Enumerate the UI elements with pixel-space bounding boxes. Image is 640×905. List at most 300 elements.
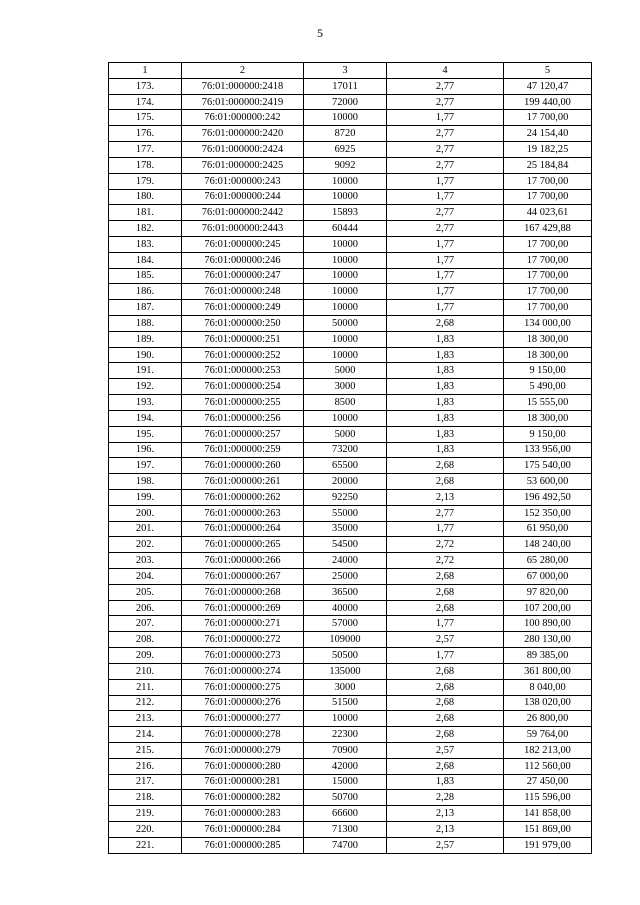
area-cell: 10000 [304, 410, 387, 426]
area-cell: 17011 [304, 78, 387, 94]
amount-cell: 133 956,00 [504, 442, 592, 458]
cadastral-number-cell: 76:01:000000:255 [182, 395, 304, 411]
rate-cell: 2,77 [387, 505, 504, 521]
area-cell: 50500 [304, 648, 387, 664]
table-row [109, 837, 592, 853]
row-number-cell: 198. [109, 474, 182, 490]
row-number-cell: 218. [109, 790, 182, 806]
amount-cell: 134 000,00 [504, 316, 592, 332]
amount-cell: 18 300,00 [504, 410, 592, 426]
amount-cell: 141 858,00 [504, 806, 592, 822]
area-cell: 50700 [304, 790, 387, 806]
table-row [109, 189, 592, 205]
amount-cell: 26 800,00 [504, 711, 592, 727]
rate-cell: 2,68 [387, 569, 504, 585]
row-number-cell: 209. [109, 648, 182, 664]
area-cell: 6925 [304, 142, 387, 158]
cadastral-number-cell: 76:01:000000:2419 [182, 94, 304, 110]
rate-cell: 2,72 [387, 553, 504, 569]
area-cell: 10000 [304, 110, 387, 126]
area-cell: 20000 [304, 474, 387, 490]
row-number-cell: 199. [109, 489, 182, 505]
cadastral-number-cell: 76:01:000000:274 [182, 663, 304, 679]
rate-cell: 1,77 [387, 268, 504, 284]
cadastral-number-cell: 76:01:000000:265 [182, 537, 304, 553]
table-row [109, 584, 592, 600]
area-cell: 35000 [304, 521, 387, 537]
area-cell: 73200 [304, 442, 387, 458]
amount-cell: 107 200,00 [504, 600, 592, 616]
area-cell: 54500 [304, 537, 387, 553]
amount-cell: 17 700,00 [504, 300, 592, 316]
row-number-cell: 174. [109, 94, 182, 110]
amount-cell: 18 300,00 [504, 331, 592, 347]
amount-cell: 196 492,50 [504, 489, 592, 505]
table-row [109, 363, 592, 379]
amount-cell: 19 182,25 [504, 142, 592, 158]
rate-cell: 2,57 [387, 837, 504, 853]
rate-cell: 2,68 [387, 758, 504, 774]
row-number-cell: 194. [109, 410, 182, 426]
cadastral-number-cell: 76:01:000000:285 [182, 837, 304, 853]
area-cell: 92250 [304, 489, 387, 505]
cadastral-number-cell: 76:01:000000:271 [182, 616, 304, 632]
area-cell: 109000 [304, 632, 387, 648]
cadastral-number-cell: 76:01:000000:2418 [182, 78, 304, 94]
area-cell: 10000 [304, 300, 387, 316]
amount-cell: 152 350,00 [504, 505, 592, 521]
column-header: 1 [109, 63, 182, 79]
row-number-cell: 190. [109, 347, 182, 363]
row-number-cell: 202. [109, 537, 182, 553]
table-row [109, 300, 592, 316]
rate-cell: 1,83 [387, 363, 504, 379]
cadastral-number-cell: 76:01:000000:275 [182, 679, 304, 695]
cadastral-number-cell: 76:01:000000:253 [182, 363, 304, 379]
rate-cell: 2,68 [387, 695, 504, 711]
table-row [109, 569, 592, 585]
table-row [109, 236, 592, 252]
amount-cell: 17 700,00 [504, 189, 592, 205]
table-row [109, 205, 592, 221]
area-cell: 70900 [304, 742, 387, 758]
rate-cell: 2,68 [387, 727, 504, 743]
row-number-cell: 184. [109, 252, 182, 268]
table-row [109, 458, 592, 474]
rate-cell: 2,77 [387, 157, 504, 173]
cadastral-number-cell: 76:01:000000:280 [182, 758, 304, 774]
area-cell: 22300 [304, 727, 387, 743]
amount-cell: 148 240,00 [504, 537, 592, 553]
row-number-cell: 176. [109, 126, 182, 142]
cadastral-number-cell: 76:01:000000:250 [182, 316, 304, 332]
table-row [109, 331, 592, 347]
table-row [109, 284, 592, 300]
table-row [109, 126, 592, 142]
amount-cell: 17 700,00 [504, 236, 592, 252]
table-row [109, 442, 592, 458]
rate-cell: 2,77 [387, 78, 504, 94]
row-number-cell: 183. [109, 236, 182, 252]
amount-cell: 182 213,00 [504, 742, 592, 758]
amount-cell: 8 040,00 [504, 679, 592, 695]
amount-cell: 115 596,00 [504, 790, 592, 806]
cadastral-number-cell: 76:01:000000:283 [182, 806, 304, 822]
table-row [109, 758, 592, 774]
area-cell: 10000 [304, 252, 387, 268]
rate-cell: 2,68 [387, 600, 504, 616]
cadastral-number-cell: 76:01:000000:282 [182, 790, 304, 806]
amount-cell: 65 280,00 [504, 553, 592, 569]
table-row [109, 157, 592, 173]
rate-cell: 1,77 [387, 284, 504, 300]
area-cell: 71300 [304, 822, 387, 838]
area-cell: 3000 [304, 679, 387, 695]
cadastral-number-cell: 76:01:000000:256 [182, 410, 304, 426]
table-row [109, 252, 592, 268]
cadastral-number-cell: 76:01:000000:248 [182, 284, 304, 300]
page-number: 5 [317, 26, 323, 40]
rate-cell: 1,77 [387, 189, 504, 205]
area-cell: 65500 [304, 458, 387, 474]
table-row [109, 742, 592, 758]
amount-cell: 27 450,00 [504, 774, 592, 790]
area-cell: 9092 [304, 157, 387, 173]
table-row [109, 727, 592, 743]
area-cell: 5000 [304, 426, 387, 442]
row-number-cell: 185. [109, 268, 182, 284]
rate-cell: 2,77 [387, 205, 504, 221]
rate-cell: 2,68 [387, 679, 504, 695]
cadastral-number-cell: 76:01:000000:247 [182, 268, 304, 284]
table-row [109, 489, 592, 505]
amount-cell: 175 540,00 [504, 458, 592, 474]
row-number-cell: 203. [109, 553, 182, 569]
amount-cell: 67 000,00 [504, 569, 592, 585]
row-number-cell: 211. [109, 679, 182, 695]
row-number-cell: 213. [109, 711, 182, 727]
amount-cell: 89 385,00 [504, 648, 592, 664]
cadastral-number-cell: 76:01:000000:276 [182, 695, 304, 711]
cadastral-number-cell: 76:01:000000:284 [182, 822, 304, 838]
row-number-cell: 214. [109, 727, 182, 743]
rate-cell: 1,77 [387, 521, 504, 537]
area-cell: 40000 [304, 600, 387, 616]
rate-cell: 2,68 [387, 316, 504, 332]
rate-cell: 1,83 [387, 395, 504, 411]
rate-cell: 2,13 [387, 822, 504, 838]
table-row [109, 221, 592, 237]
row-number-cell: 186. [109, 284, 182, 300]
cadastral-number-cell: 76:01:000000:2424 [182, 142, 304, 158]
amount-cell: 24 154,40 [504, 126, 592, 142]
row-number-cell: 201. [109, 521, 182, 537]
cadastral-number-cell: 76:01:000000:252 [182, 347, 304, 363]
column-header: 4 [387, 63, 504, 79]
rate-cell: 1,77 [387, 110, 504, 126]
area-cell: 66600 [304, 806, 387, 822]
rate-cell: 1,77 [387, 300, 504, 316]
amount-cell: 53 600,00 [504, 474, 592, 490]
row-number-cell: 210. [109, 663, 182, 679]
area-cell: 3000 [304, 379, 387, 395]
table-row [109, 806, 592, 822]
table-row [109, 822, 592, 838]
table-row [109, 379, 592, 395]
area-cell: 25000 [304, 569, 387, 585]
cadastral-number-cell: 76:01:000000:268 [182, 584, 304, 600]
rate-cell: 2,57 [387, 742, 504, 758]
row-number-cell: 195. [109, 426, 182, 442]
row-number-cell: 221. [109, 837, 182, 853]
cadastral-number-cell: 76:01:000000:2442 [182, 205, 304, 221]
cadastral-number-cell: 76:01:000000:259 [182, 442, 304, 458]
amount-cell: 112 560,00 [504, 758, 592, 774]
table-row [109, 663, 592, 679]
rate-cell: 1,83 [387, 347, 504, 363]
area-cell: 60444 [304, 221, 387, 237]
rate-cell: 2,68 [387, 711, 504, 727]
amount-cell: 191 979,00 [504, 837, 592, 853]
table-row [109, 78, 592, 94]
rate-cell: 1,83 [387, 442, 504, 458]
rate-cell: 2,68 [387, 584, 504, 600]
cadastral-number-cell: 76:01:000000:262 [182, 489, 304, 505]
amount-cell: 9 150,00 [504, 426, 592, 442]
amount-cell: 47 120,47 [504, 78, 592, 94]
rate-cell: 1,83 [387, 774, 504, 790]
rate-cell: 1,77 [387, 173, 504, 189]
row-number-cell: 177. [109, 142, 182, 158]
cadastral-number-cell: 76:01:000000:281 [182, 774, 304, 790]
row-number-cell: 191. [109, 363, 182, 379]
amount-cell: 17 700,00 [504, 268, 592, 284]
cadastral-number-cell: 76:01:000000:277 [182, 711, 304, 727]
area-cell: 42000 [304, 758, 387, 774]
cadastral-number-cell: 76:01:000000:254 [182, 379, 304, 395]
cadastral-number-cell: 76:01:000000:273 [182, 648, 304, 664]
table-row [109, 790, 592, 806]
row-number-cell: 178. [109, 157, 182, 173]
table-row [109, 553, 592, 569]
rate-cell: 1,77 [387, 616, 504, 632]
area-cell: 50000 [304, 316, 387, 332]
table-row [109, 600, 592, 616]
table-body [109, 78, 592, 853]
area-cell: 10000 [304, 236, 387, 252]
area-cell: 8500 [304, 395, 387, 411]
amount-cell: 59 764,00 [504, 727, 592, 743]
cadastral-number-cell: 76:01:000000:279 [182, 742, 304, 758]
amount-cell: 361 800,00 [504, 663, 592, 679]
row-number-cell: 179. [109, 173, 182, 189]
area-cell: 10000 [304, 268, 387, 284]
amount-cell: 18 300,00 [504, 347, 592, 363]
row-number-cell: 187. [109, 300, 182, 316]
amount-cell: 17 700,00 [504, 173, 592, 189]
amount-cell: 17 700,00 [504, 284, 592, 300]
table-header-row [109, 63, 592, 79]
row-number-cell: 204. [109, 569, 182, 585]
amount-cell: 17 700,00 [504, 252, 592, 268]
row-number-cell: 216. [109, 758, 182, 774]
cadastral-number-cell: 76:01:000000:272 [182, 632, 304, 648]
area-cell: 10000 [304, 711, 387, 727]
cadastral-number-cell: 76:01:000000:251 [182, 331, 304, 347]
cadastral-number-cell: 76:01:000000:249 [182, 300, 304, 316]
amount-cell: 15 555,00 [504, 395, 592, 411]
table-row [109, 395, 592, 411]
table-row [109, 426, 592, 442]
rate-cell: 2,68 [387, 458, 504, 474]
table-row [109, 521, 592, 537]
table-row [109, 505, 592, 521]
rate-cell: 2,77 [387, 126, 504, 142]
rate-cell: 2,72 [387, 537, 504, 553]
row-number-cell: 200. [109, 505, 182, 521]
area-cell: 36500 [304, 584, 387, 600]
area-cell: 15893 [304, 205, 387, 221]
rate-cell: 2,68 [387, 474, 504, 490]
row-number-cell: 196. [109, 442, 182, 458]
cadastral-number-cell: 76:01:000000:257 [182, 426, 304, 442]
column-header: 3 [304, 63, 387, 79]
row-number-cell: 217. [109, 774, 182, 790]
table-row [109, 616, 592, 632]
row-number-cell: 173. [109, 78, 182, 94]
amount-cell: 280 130,00 [504, 632, 592, 648]
amount-cell: 17 700,00 [504, 110, 592, 126]
area-cell: 15000 [304, 774, 387, 790]
amount-cell: 97 820,00 [504, 584, 592, 600]
row-number-cell: 207. [109, 616, 182, 632]
table-row [109, 537, 592, 553]
rate-cell: 2,77 [387, 221, 504, 237]
table-row [109, 679, 592, 695]
area-cell: 51500 [304, 695, 387, 711]
amount-cell: 44 023,61 [504, 205, 592, 221]
table-row [109, 474, 592, 490]
cadastral-number-cell: 76:01:000000:2425 [182, 157, 304, 173]
row-number-cell: 193. [109, 395, 182, 411]
column-header: 5 [504, 63, 592, 79]
area-cell: 10000 [304, 284, 387, 300]
cadastral-number-cell: 76:01:000000:261 [182, 474, 304, 490]
row-number-cell: 212. [109, 695, 182, 711]
column-header: 2 [182, 63, 304, 79]
area-cell: 10000 [304, 189, 387, 205]
cadastral-number-cell: 76:01:000000:278 [182, 727, 304, 743]
amount-cell: 5 490,00 [504, 379, 592, 395]
cadastral-number-cell: 76:01:000000:263 [182, 505, 304, 521]
row-number-cell: 206. [109, 600, 182, 616]
amount-cell: 25 184,84 [504, 157, 592, 173]
cadastral-number-cell: 76:01:000000:242 [182, 110, 304, 126]
amount-cell: 100 890,00 [504, 616, 592, 632]
rate-cell: 1,77 [387, 648, 504, 664]
row-number-cell: 192. [109, 379, 182, 395]
rate-cell: 2,28 [387, 790, 504, 806]
cadastral-number-cell: 76:01:000000:269 [182, 600, 304, 616]
cadastral-number-cell: 76:01:000000:260 [182, 458, 304, 474]
cadastral-table [108, 62, 592, 854]
table-row [109, 632, 592, 648]
area-cell: 24000 [304, 553, 387, 569]
amount-cell: 9 150,00 [504, 363, 592, 379]
rate-cell: 2,57 [387, 632, 504, 648]
rate-cell: 2,68 [387, 663, 504, 679]
row-number-cell: 197. [109, 458, 182, 474]
row-number-cell: 182. [109, 221, 182, 237]
cadastral-number-cell: 76:01:000000:267 [182, 569, 304, 585]
row-number-cell: 215. [109, 742, 182, 758]
amount-cell: 167 429,88 [504, 221, 592, 237]
table-row [109, 268, 592, 284]
area-cell: 5000 [304, 363, 387, 379]
rate-cell: 1,77 [387, 236, 504, 252]
cadastral-number-cell: 76:01:000000:246 [182, 252, 304, 268]
area-cell: 10000 [304, 173, 387, 189]
table-row [109, 648, 592, 664]
cadastral-number-cell: 76:01:000000:264 [182, 521, 304, 537]
cadastral-number-cell: 76:01:000000:266 [182, 553, 304, 569]
rate-cell: 1,83 [387, 379, 504, 395]
amount-cell: 138 020,00 [504, 695, 592, 711]
table-row [109, 173, 592, 189]
row-number-cell: 180. [109, 189, 182, 205]
row-number-cell: 220. [109, 822, 182, 838]
cadastral-number-cell: 76:01:000000:245 [182, 236, 304, 252]
table-row [109, 711, 592, 727]
amount-cell: 151 869,00 [504, 822, 592, 838]
table-row [109, 110, 592, 126]
area-cell: 55000 [304, 505, 387, 521]
table-row [109, 142, 592, 158]
cadastral-number-cell: 76:01:000000:244 [182, 189, 304, 205]
rate-cell: 2,77 [387, 142, 504, 158]
row-number-cell: 189. [109, 331, 182, 347]
rate-cell: 2,77 [387, 94, 504, 110]
area-cell: 10000 [304, 347, 387, 363]
amount-cell: 199 440,00 [504, 94, 592, 110]
rate-cell: 2,13 [387, 489, 504, 505]
row-number-cell: 188. [109, 316, 182, 332]
area-cell: 72000 [304, 94, 387, 110]
table-row [109, 347, 592, 363]
area-cell: 10000 [304, 331, 387, 347]
area-cell: 8720 [304, 126, 387, 142]
rate-cell: 2,13 [387, 806, 504, 822]
rate-cell: 1,83 [387, 331, 504, 347]
row-number-cell: 205. [109, 584, 182, 600]
row-number-cell: 175. [109, 110, 182, 126]
amount-cell: 61 950,00 [504, 521, 592, 537]
area-cell: 57000 [304, 616, 387, 632]
area-cell: 74700 [304, 837, 387, 853]
row-number-cell: 181. [109, 205, 182, 221]
area-cell: 135000 [304, 663, 387, 679]
cadastral-number-cell: 76:01:000000:243 [182, 173, 304, 189]
rate-cell: 1,83 [387, 410, 504, 426]
table-row [109, 695, 592, 711]
table-row [109, 410, 592, 426]
cadastral-number-cell: 76:01:000000:2443 [182, 221, 304, 237]
table-row [109, 316, 592, 332]
rate-cell: 1,83 [387, 426, 504, 442]
rate-cell: 1,77 [387, 252, 504, 268]
row-number-cell: 219. [109, 806, 182, 822]
table-row [109, 774, 592, 790]
